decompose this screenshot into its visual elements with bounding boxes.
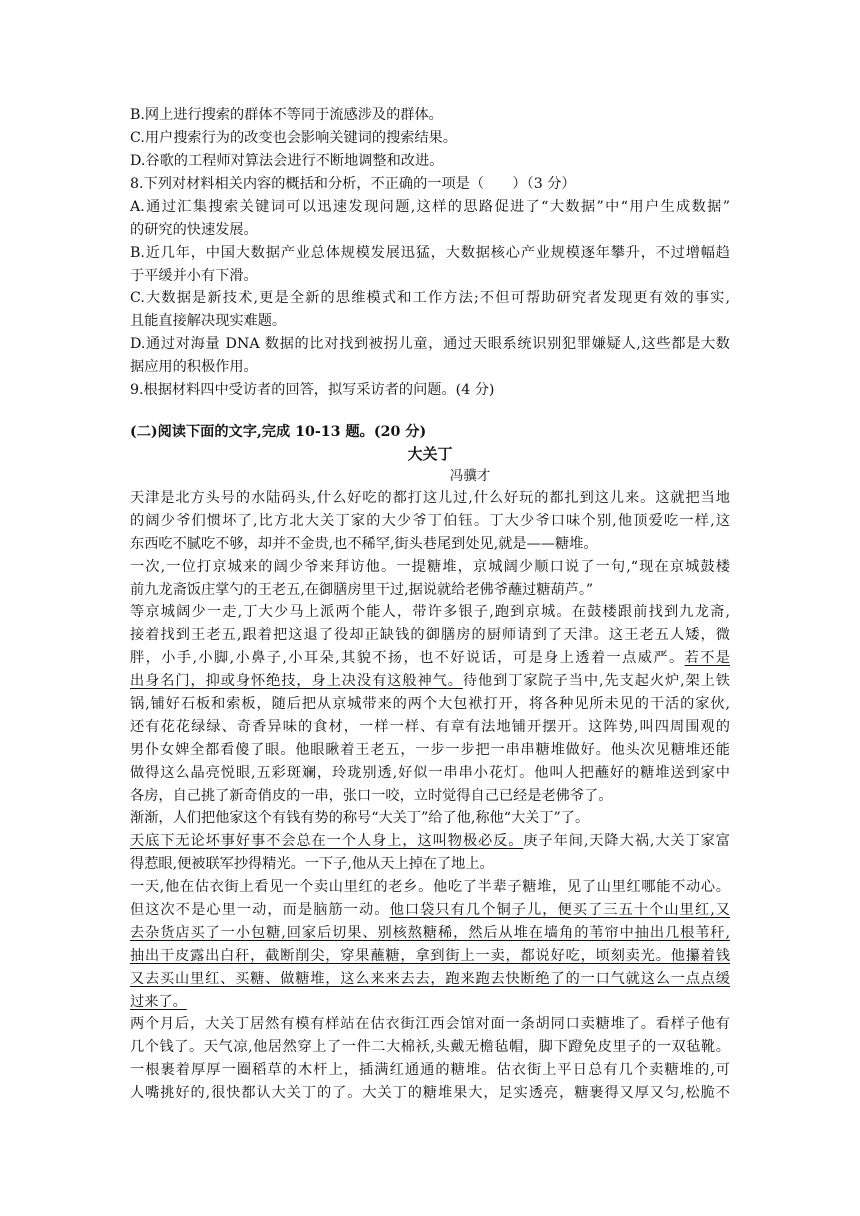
underlined-sentence: 他口袋只有几个铜子儿，便买了三五十个山里红,又	[389, 902, 730, 919]
text-segment: 但这次不是心里一动，而是脑筋一动。	[130, 902, 390, 919]
question-8-option-a-line2: 的研究的快速发展。	[130, 221, 258, 238]
underlined-sentence: 出身名门，抑或身怀绝技，身上决没有这般神气。	[130, 673, 463, 690]
paragraph-line	[130, 830, 730, 853]
paragraph-line: 前九龙斋饭庄掌勺的王老五,在御膳房里干过,据说就给老佛爷蘸过糖葫芦。”	[130, 581, 594, 598]
paragraph-line: 两个月后，大关丁居然有模有样站在估衣街江西会馆对面一条胡同口卖糖堆了。看样子他有	[130, 1016, 730, 1033]
story-author: 冯骥才	[449, 468, 491, 484]
underlined-sentence: 若不是	[684, 650, 730, 667]
underlined-line: 又去买山里红、买糖、做糖堆，这么来来去去，跑来跑去快断绝了的一口气就这么一点点缓	[130, 970, 730, 987]
paragraph-line: 一根裹着厚厚一圈稻草的木杆上，插满红通通的糖堆。估衣街上平日总有几个卖糖堆的,可	[130, 1062, 730, 1079]
paragraph-line: 一次,一位打京城来的阔少爷来拜访他。一提糖堆，京城阔少顺口说了一句,“现在京城鼓楼	[130, 558, 730, 575]
question-8-option-b-line2: 于平缓并小有下滑。	[130, 267, 258, 284]
previous-options	[130, 104, 730, 173]
paragraph-line: 做得这么晶亮悦眼,五彩斑斓，玲珑别透,好似一串串小花灯。他叫人把蘸好的糖堆送到家中	[130, 764, 730, 781]
paragraph-line	[130, 670, 730, 693]
paragraph-line: 渐渐，人们把他家这个有钱有势的称号“大关丁”给了他,称他“大关丁”了。	[130, 810, 590, 827]
underlined-line: 去杂货店买了一小包糖,回家后切果、别核熬糖稀，然后从堆在墙角的苇帘中抽出几根苇秆,	[130, 924, 730, 941]
story-body	[130, 487, 730, 1105]
paragraph-line: 男仆女婢全都看傻了眼。他眼瞅着王老五，一步一步把一串串糖堆做好。他头次见糖堆还能	[130, 741, 730, 758]
option-c: C.用户搜索行为的改变也会影响关键词的搜索结果。	[130, 129, 457, 146]
question-9-stem: 9.根据材料四中受访者的回答，拟写采访者的问题。(4 分)	[130, 382, 495, 399]
paragraph-line: 几个钱了。天气凉,他居然穿上了一件二大棉袄,头戴无檐毡帽，脚下蹬免皮里子的一双毡靴。	[130, 1039, 730, 1056]
paragraph-line: 各房，自己挑了新奇俏皮的一串，张口一咬，立时觉得自己已经是老佛爷了。	[130, 787, 613, 804]
paragraph-line: 人嘴挑好的,很快都认大关丁的了。大关丁的糖堆果大，足实透亮，糖裹得又厚又匀,松脆不	[130, 1085, 730, 1102]
paragraph-line: 东西吃不腻吃不够，却并不金贵,也不稀罕,街头巷尾到处见,就是——糖堆。	[130, 535, 598, 552]
underlined-line: 抽出干皮露出白秆，截断削尖，穿果蘸糖，拿到街上一卖，都说好吃，顷刻卖光。他攥着钱	[130, 947, 730, 964]
question-8-stem: 8.下列对材料相关内容的概括和分析，不正确的一项是（ ）（3 分）	[130, 176, 576, 192]
question-8-option-d-line2: 据应用的积极作用。	[130, 359, 258, 376]
paragraph-line: 还有花花绿绿、奇香异味的食材，一样一样、有章有法地铺开摆开。这阵势,叫四周围观的	[130, 718, 730, 735]
paragraph-line: 锅,铺好石板和索板，随后把从京城带来的两个大包袱打开，将各种见所未见的干活的家伙,	[130, 696, 730, 713]
paragraph-line: 得惹眼,便被联军抄得精光。一下子,他从天上掉在了地上。	[130, 856, 494, 873]
paragraph-line: 一天,他在估衣街上看见一个卖山里红的老乡。他吃了半辈子糖堆，见了山里红哪能不动心。	[130, 879, 730, 896]
question-8-option-c-line1: C.大数据是新技术,更是全新的思维模式和工作方法;不但可帮助研究者发现更有效的事实,	[130, 290, 730, 307]
question-8-option-c-line2: 且能直接解决现实难题。	[130, 313, 287, 330]
paragraph-line: 天津是北方头号的水陆码头,什么好吃的都打这儿过,什么好玩的都扎到这儿来。这就把当地	[130, 490, 730, 506]
story-title: 大关丁	[407, 445, 453, 463]
question-8-option-d-line1: D.通过对海量 DNA 数据的比对找到被拐儿童，通过天眼系统识别犯罪嫌疑人,这些都是大数	[130, 336, 730, 353]
paragraph-line: 等京城阔少一走,丁大少马上派两个能人，带许多银子,跑到京城。在鼓楼跟前找到九龙斋,	[130, 604, 730, 621]
option-d: D.谷歌的工程师对算法会进行不断地调整和改进。	[130, 152, 444, 169]
question-8-option-a-line1: A.通过汇集搜索关键词可以迅速发现问题,这样的思路促进了“大数据”中“用户生成数据”	[130, 198, 730, 215]
text-segment: 胖，小手,小脚,小鼻子,小耳朵,其貌不扬，也不好说话，可是身上透着一点威严。	[130, 650, 685, 667]
question-8-option-b-line1: B.近几年，中国大数据产业总体规模发展迅猛，大数据核心产业规模逐年攀升，不过增幅趋	[130, 244, 730, 261]
paragraph-line: 的阔少爷们惯坏了,比方北大关丁家的大少爷丁伯钰。丁大少爷口味个别,他顶爱吃一样,这	[130, 512, 730, 529]
option-b: B.网上进行搜索的群体不等同于流感涉及的群体。	[130, 107, 443, 123]
section-heading: (二)阅读下面的文字,完成 10-13 题。(20 分)	[130, 424, 427, 440]
text-segment: 待他到丁家院子当中,先支起火炉,架上铁	[462, 673, 730, 690]
underlined-sentence: 天底下无论坏事好事不会总在一个人身上，这叫物极必反。	[130, 833, 524, 850]
paragraph-line	[130, 647, 730, 670]
question-8	[130, 173, 730, 402]
underlined-sentence: 过来了。	[130, 993, 187, 1010]
paragraph-line: 接着找到王老五,跟着把这退了役却正缺钱的御膳房的厨师请到了天津。这王老五人矮，微	[130, 627, 730, 644]
paragraph-line	[130, 991, 730, 1014]
paragraph-line	[130, 899, 730, 922]
text-segment: 庚子年间,天降大祸,大关丁家富	[523, 833, 730, 850]
